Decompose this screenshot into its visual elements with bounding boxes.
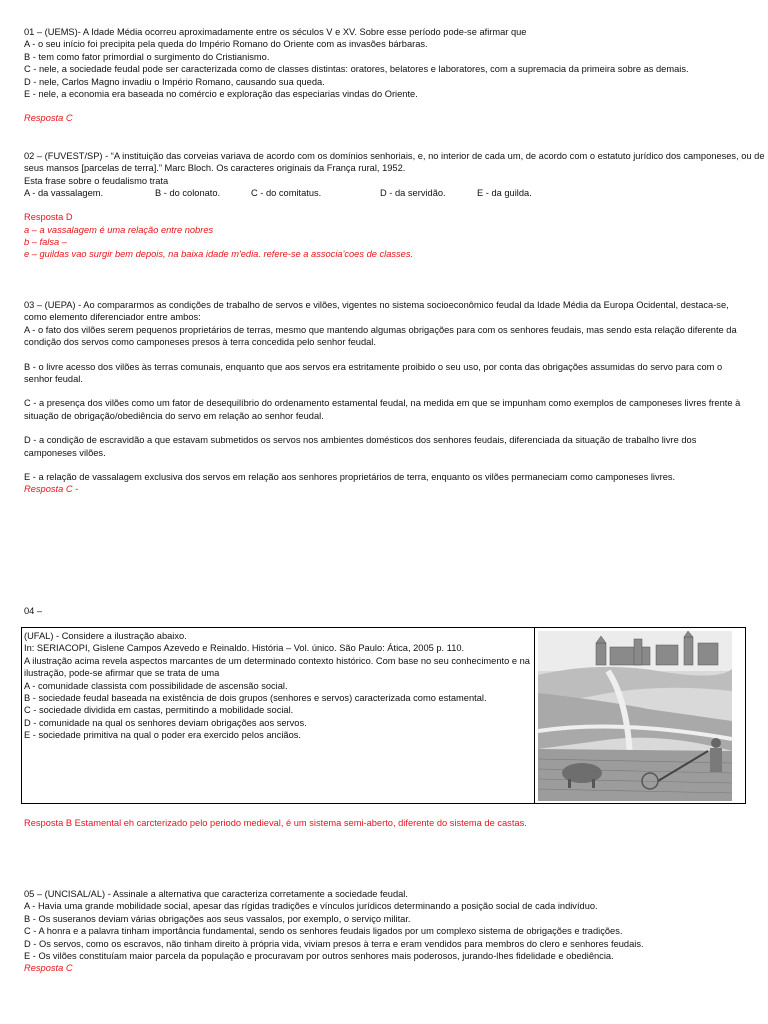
question-2-stem-line-3: Esta frase sobre o feudalismo trata bbox=[24, 175, 169, 186]
question-2-note-a: a – a vassalagem é uma relação entre nobres bbox=[24, 224, 214, 235]
question-4-number bbox=[24, 605, 744, 617]
question-2-option-c: C - do comitatus. bbox=[251, 188, 322, 199]
question-4-option-c: C - sociedade dividida em castas, permitindo a mobilidade social. bbox=[24, 705, 294, 716]
question-4-box bbox=[21, 627, 746, 804]
question-2-option-d: D - da servidão. bbox=[380, 188, 446, 199]
question-4-option-a: A - comunidade classista com possibilidade de ascensão social. bbox=[24, 680, 288, 691]
question-3-stem: 03 – (UEPA) - Ao compararmos as condições de trabalho de servos e vilões, vigentes no sistema socioeconômico feudal da Idade Média da Europa Ocidental, destaca-se, como elemento diferenciador entre ambos: bbox=[24, 300, 729, 323]
question-4-option-d: D - comunidade na qual os senhores deviam obrigações aos servos. bbox=[24, 717, 307, 728]
question-5-option-d: D - Os servos, como os escravos, não tinham direito à própria vida, viviam presos à terra e eram vendidos para membros do clero e senhores feudais. bbox=[24, 938, 644, 949]
question-5-stem: 05 – (UNCISAL/AL) - Assinale a alternativa que caracteriza corretamente a sociedade feudal. bbox=[24, 889, 408, 899]
question-5 bbox=[24, 888, 744, 975]
question-1-option-d: D - nele, Carlos Magno invadiu o Império Romano, causando sua queda. bbox=[24, 76, 325, 87]
question-5-option-b: B - Os suseranos deviam várias obrigações aos seus vassalos, por exemplo, o serviço militar. bbox=[24, 913, 411, 924]
question-2-answer: Resposta D bbox=[24, 212, 73, 223]
question-2-option-e: E - da guilda. bbox=[477, 188, 532, 199]
question-4-answer-block bbox=[24, 817, 744, 829]
question-1-option-b: B - tem como fator primordial o surgimento do Cristianismo. bbox=[24, 51, 270, 62]
question-3-option-a: A - o fato dos vilões serem pequenos proprietários de terras, mesmo que mantendo algumas obrigações para com os senhores feudais, mas sendo esta relação diferente da condição dos servos como camponeses presos à terra concedida pelo senhor feudal. bbox=[24, 324, 737, 348]
question-5-option-a: A - Havia uma grande mobilidade social, apesar das rígidas tradições e vínculos jurídicos determinando a posição social de cada indivíduo. bbox=[24, 901, 598, 912]
question-2-stem-line-1: 02 – (FUVEST/SP) - “A instituição das corveias variava de acordo com os domínios senhoriais, e, no interior de cada um, de acordo com o estatuto jurídico dos camponeses, ou de bbox=[24, 151, 765, 161]
question-4-divider bbox=[534, 628, 535, 803]
question-1-option-a: A - o seu início foi precipita pela queda do Império Romano do Oriente com as invasões bárbaras. bbox=[24, 39, 428, 50]
question-3-option-e: E - a relação de vassalagem exclusiva dos servos em relação aos senhores proprietários de terra, enquanto os vilões permaneciam como camponeses livres. bbox=[24, 472, 676, 483]
question-2-note-e: e – guildas vao surgir bem depois, na baixa idade m'edia. refere-se a associa'coes de classes. bbox=[24, 249, 414, 260]
question-3-option-b: B - o livre acesso dos vilões às terras comunais, enquanto que aos servos era estritamente proibido o seu uso, por conta das obrigações assumidas do servo para com o senhor feudal. bbox=[24, 361, 723, 385]
question-1-answer: Resposta C bbox=[24, 113, 73, 124]
question-3-option-d: D - a condição de escravidão a que estavam submetidos os servos nos ambientes domésticos dos senhores feudais, diferenciada da situação de trabalho livre dos camponeses vilões. bbox=[24, 435, 697, 458]
question-4-source-label: (UFAL) - Considere a ilustração abaixo. bbox=[24, 631, 187, 641]
question-4-text bbox=[24, 630, 532, 742]
question-3-answer: Resposta C - bbox=[24, 484, 79, 495]
question-2-option-a: A - da vassalagem. bbox=[24, 188, 104, 199]
question-5-answer: Resposta C bbox=[24, 963, 73, 974]
question-1-stem: 01 – (UEMS)- A Idade Média ocorreu aproximadamente entre os séculos V e XV. Sobre esse período pode-se afirmar que bbox=[24, 27, 527, 37]
question-4-answer: Resposta B Estamental eh carcterizado pelo periodo medieval, é um sistema semi-aberto, diferente do sistema de castas. bbox=[24, 818, 527, 828]
question-5-option-c: C - A honra e a palavra tinham importância fundamental, sendo os senhores feudais ligados por um complexo sistema de obrigações e tradições. bbox=[24, 926, 623, 937]
question-4-option-e: E - sociedade primitiva na qual o poder era exercido pelos anciãos. bbox=[24, 730, 302, 741]
question-2-note-b: b – falsa – bbox=[24, 237, 67, 248]
question-2 bbox=[24, 150, 765, 261]
question-3-option-c: C - a presença dos vilões como um fator de desequilíbrio do ordenamento estamental feudal, na medida em que se impunham como exemplos de camponeses livres frente à situação de obrigação/obediência do servo em relação ao senhor feudal. bbox=[24, 398, 741, 421]
question-4-number-label: 04 – bbox=[24, 606, 43, 616]
question-3 bbox=[24, 299, 744, 496]
question-5-option-e: E - Os vilões constituíam maior parcela da população e procuravam por outros senhores mais poderosos, jurando-lhes fidelidade e obediência. bbox=[24, 951, 614, 962]
question-4-option-b: B - sociedade feudal baseada na existência de dois grupos (senhores e servos) caracterizada como estamental. bbox=[24, 693, 487, 704]
question-1-option-c: C - nele, a sociedade feudal pode ser caracterizada como de classes distintas: oratores, belatores e laboratores, com a supremacia da primeira sobre as demais. bbox=[24, 64, 689, 75]
question-4-stem: A ilustração acima revela aspectos marcantes de um determinado contexto histórico. Com base no seu conhecimento e na ilustração, pode-se afirmar que se trata de uma bbox=[24, 655, 530, 679]
question-1 bbox=[24, 26, 744, 125]
medieval-illustration-image bbox=[538, 631, 732, 801]
question-4-reference: In: SERIACOPI, Gislene Campos Azevedo e Reinaldo. História – Vol. único. São Paulo: Ática, 2005 p. 110. bbox=[24, 643, 465, 654]
question-1-option-e: E - nele, a economia era baseada no comércio e exploração das especiarias vindas do Oriente. bbox=[24, 89, 418, 100]
question-2-options bbox=[24, 187, 744, 199]
question-2-option-b: B - do colonato. bbox=[155, 188, 221, 199]
question-2-stem-line-2: seus mansos [parcelas de terra].” Marc Bloch. Os caracteres originais da França rural, 1952. bbox=[24, 163, 406, 174]
